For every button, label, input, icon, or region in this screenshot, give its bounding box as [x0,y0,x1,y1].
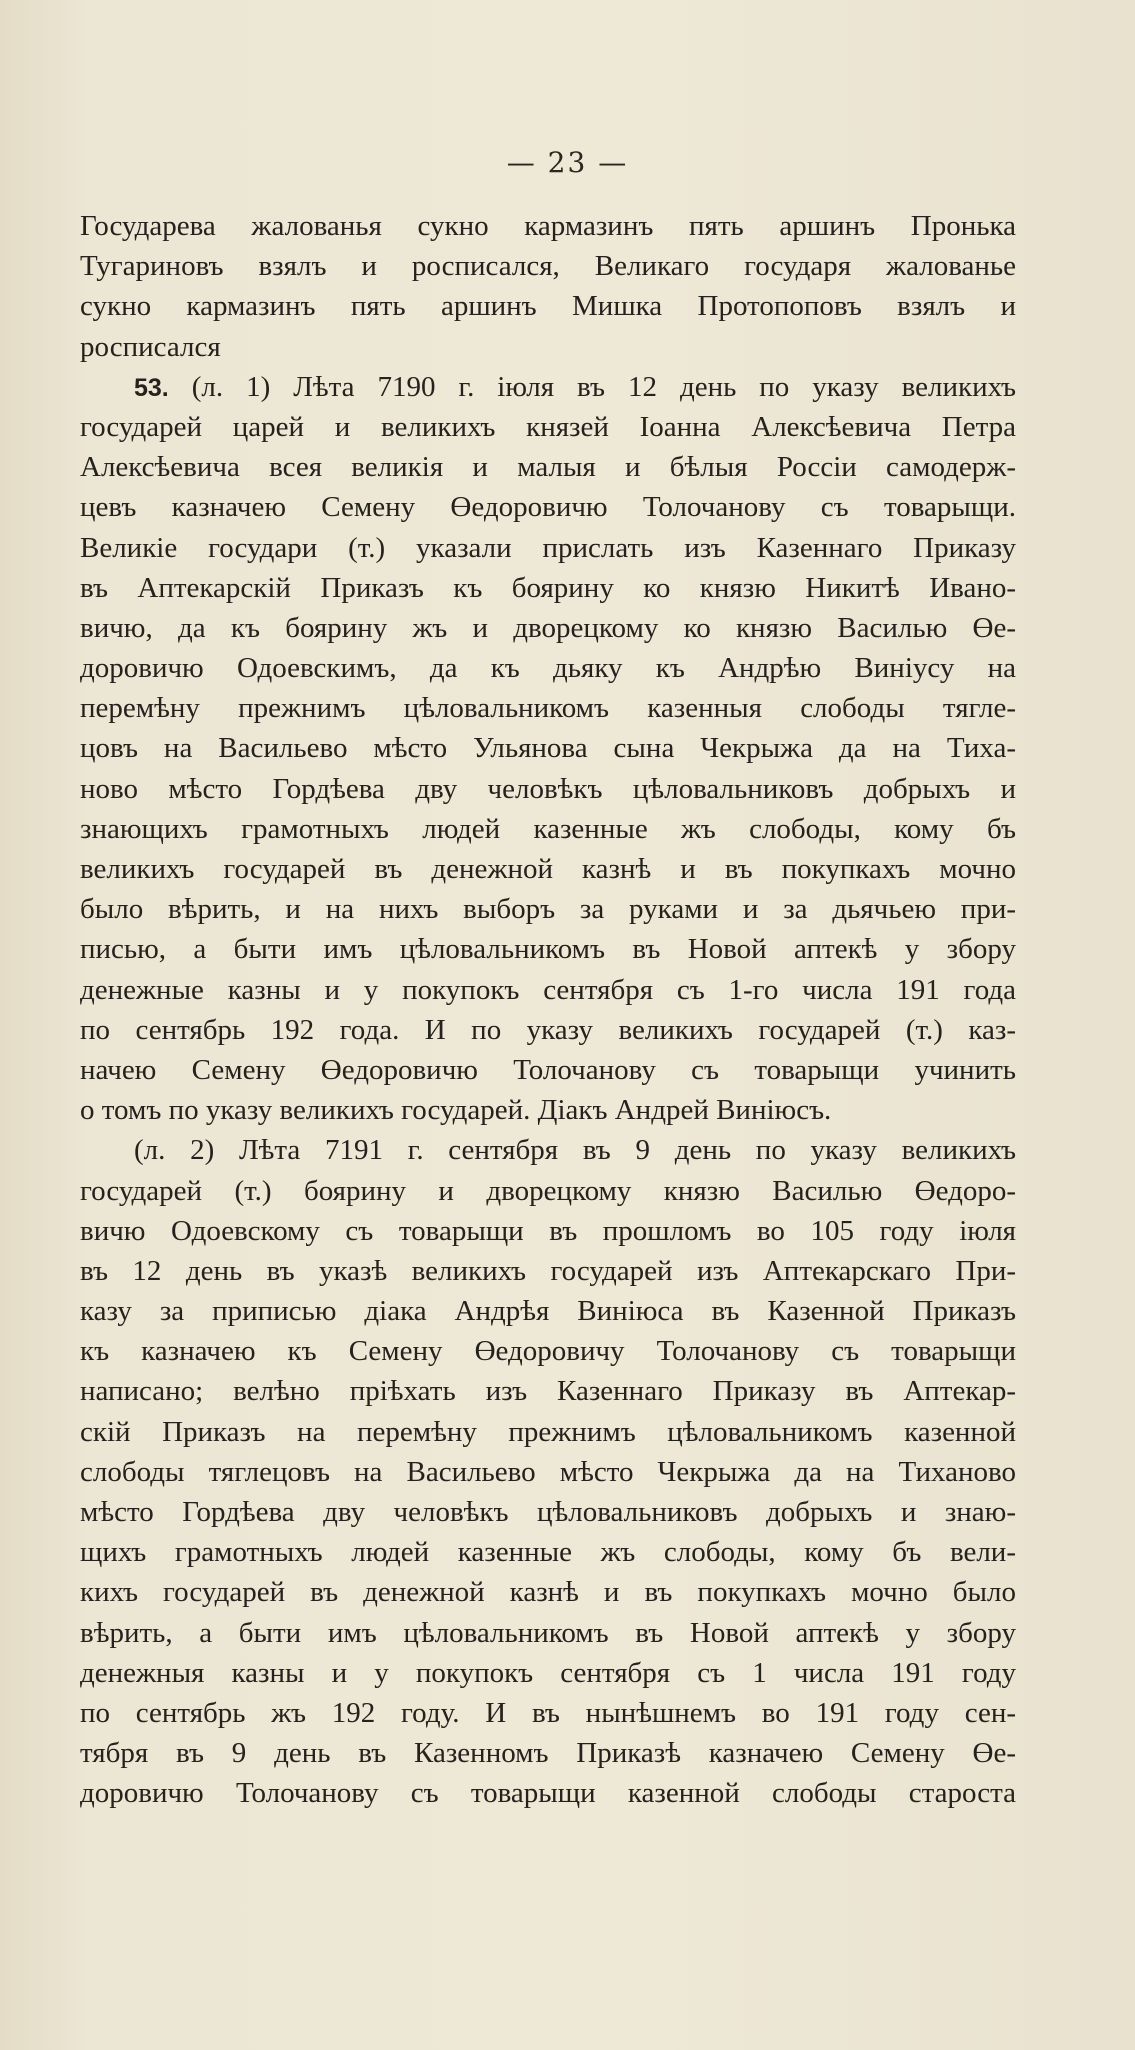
text-line: цовъ на Васильево мѣсто Ульянова сына Чекрыжа да на Тиха- [80,732,1016,765]
text-line: въ Аптекарскій Приказъ къ боярину ко князю Никитѣ Ивано- [80,571,1016,604]
document-body [80,206,1016,1814]
text-line: къ казначею къ Семену Өедоровичу Толочанову съ товарыщи [80,1335,1016,1368]
text-line: росписался [80,330,221,363]
text-line: Великіе государи (т.) указали прислать изъ Казеннаго Приказу [80,531,1016,564]
text-line: слободы тяглецовъ на Васильево мѣсто Чекрыжа да на Тиханово [80,1455,1016,1488]
text-line: о томъ по указу великихъ государей. Діакъ Андрей Виніюсъ. [80,1094,832,1127]
paragraph-document-53 [80,367,1016,1131]
text-line: денежные казны и у покупокъ сентября съ 1-го числа 191 года [80,973,1016,1006]
text-line: вичю Одоевскому съ товарыщи въ прошломъ во 105 году іюля [80,1214,1016,1247]
text-line: вѣрить, а быти имъ цѣловальникомъ въ Новой аптекѣ у збору [80,1616,1016,1649]
text-line: мѣсто Гордѣева дву человѣкъ цѣловальниковъ добрыхъ и знаю- [80,1496,1016,1528]
text-line: скій Приказъ на перемѣну прежнимъ цѣловальникомъ казенной [80,1415,1016,1448]
text-line: знающихъ грамотныхъ людей казенные жъ слободы, кому бъ [80,812,1016,845]
text-line: государей (т.) боярину и дворецкому князю Василью Өедоро- [80,1174,1016,1207]
text-line: въ 12 день въ указѣ великихъ государей изъ Аптекарскаго При- [80,1254,1016,1287]
text-line: тября въ 9 день въ Казенномъ Приказѣ казначею Семену Өе- [80,1737,1016,1770]
text-line: писью, а быти имъ цѣловальникомъ въ Новой аптекѣ у збору [80,933,1016,966]
paragraph-3 [80,1130,1016,1813]
text-line: Алексѣевича всея великія и малыя и бѣлыя Россіи самодерж- [80,451,1016,484]
text-line: доровичю Толочанову съ товарыщи казенной слободы староста [80,1777,1016,1810]
page-number: — 23 — [506,146,629,179]
document-number: 53. [134,373,169,402]
text-line: ново мѣсто Гордѣева дву человѣкъ цѣловальниковъ добрыхъ и [80,772,1016,805]
text-line: Тугариновъ взялъ и росписался, Великаго государя жалованье [80,250,1016,283]
text-line: вичю, да къ боярину жъ и дворецкому ко князю Василью Өе- [80,611,1016,644]
text-line: по сентябрь жъ 192 году. И въ нынѣшнемъ во 191 году сен- [80,1696,1016,1729]
text-line: государей царей и великихъ князей Іоанна Алексѣевича Петра [80,410,1016,443]
text-line: казу за приписью діака Андрѣя Виніюса въ Казенной Приказъ [80,1295,1016,1328]
text-line: по сентябрь 192 года. И по указу великихъ государей (т.) каз- [80,1013,1016,1046]
text-line: щихъ грамотныхъ людей казенные жъ слободы, кому бъ вели- [80,1536,1016,1569]
text-line: перемѣну прежнимъ цѣловальникомъ казенныя слободы тягле- [80,692,1016,725]
text-line: великихъ государей въ денежной казнѣ и въ покупкахъ мочно [80,853,1016,885]
text-line: было вѣрить, и на нихъ выборъ за руками и за дьячьею при- [80,893,1016,926]
text-line: сукно кармазинъ пять аршинъ Мишка Протопоповъ взялъ и [80,290,1016,323]
text-line: начею Семену Өедоровичю Толочанову съ товарыщи учинить [80,1053,1016,1086]
text-line: написано; велѣно пріѣхать изъ Казеннаго Приказу въ Аптекар- [80,1375,1016,1408]
text-line: кихъ государей въ денежной казнѣ и въ покупкахъ мочно было [80,1576,1016,1609]
text-line: (л. 1) Лѣта 7190 г. іюля въ 12 день по указу великихъ [191,370,1016,403]
text-line: денежныя казны и у покупокъ сентября съ 1 числа 191 году [80,1656,1016,1689]
text-line: доровичю Одоевскимъ, да къ дьяку къ Андрѣю Виніусу на [80,652,1016,685]
text-line-first [80,367,1016,407]
text-line: Государева жалованья сукно кармазинъ пять аршинъ Пронька [80,210,1016,242]
text-line: цевъ казначею Семену Өедоровичю Толочанову съ товарыщи. [80,491,1016,524]
text-line: (л. 2) Лѣта 7191 г. сентября въ 9 день по указу великихъ [134,1134,1016,1167]
paragraph-1 [80,206,1016,367]
